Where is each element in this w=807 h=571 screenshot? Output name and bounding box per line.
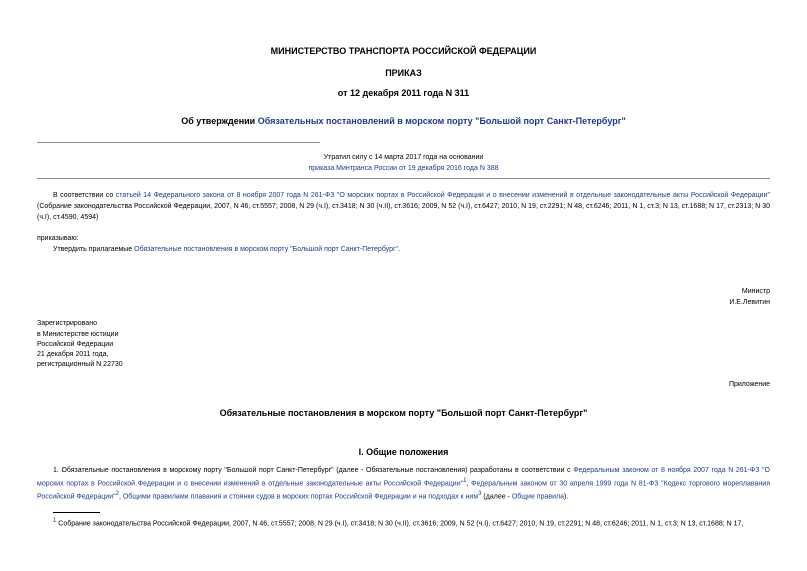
status-line: Утратил силу с 14 марта 2017 года на основании <box>323 154 484 161</box>
footnote-ref-1[interactable]: 1 <box>463 478 467 484</box>
preamble-law-link[interactable]: статьей 14 Федерального закона от 8 ноября 2007 года N 261-ФЗ "О морских портах в Российской Федерации и о внесении изменений в отдельные законодательные акты Российской Федерации" <box>115 192 770 199</box>
footnote-ref-3[interactable]: 3 <box>478 491 482 498</box>
registration-line-5: регистрационный N 22730 <box>37 361 123 368</box>
law-261-link[interactable]: Федеральным законом от 8 ноября 2007 года N 261-ФЗ "О морских портах в Российской Федерации и о внесении изменений в отдельные законодательные акты Российской Федерации" <box>37 467 770 488</box>
document-title <box>0 116 807 126</box>
status-divider-top <box>37 142 320 143</box>
signature-position: Министр <box>741 288 770 295</box>
approve-paragraph: Утвердить прилагаемые Обязательные постановления в морском порту "Большой порт Санкт-Петербург". <box>53 246 400 253</box>
section-title: I. Общие положения <box>358 447 449 457</box>
registration-line-3: Российской Федерации <box>37 341 114 348</box>
appendix-title: Обязательные постановления в морском порту "Большой порт Санкт-Петербург" <box>219 408 588 418</box>
registration-line-1: Зарегистрировано <box>37 320 97 327</box>
footnote-text: Собрание законодательства Российской Федерации, 2007, N 46, ст.5557; 2008, N 29 (ч.I), ст.3418; N 30 (ч.II), ст.3616; 2009, N 52 (ч.I), ст.6427; 2010, N 19, ст.2291; N 48, ст.6246; 2011, N 1, ст.3; N 13, ст.1688; N 17, <box>56 520 744 528</box>
general-rules-short-link[interactable]: Общие правила <box>511 493 564 501</box>
signature-name: И.Е.Левитин <box>729 299 770 306</box>
appendix-label: Приложение <box>728 381 770 388</box>
doc-type-heading: ПРИКАЗ <box>385 68 422 78</box>
law-81-link[interactable]: Федеральным законом от 30 апреля 1999 года N 81-ФЗ "Кодекс торгового мореплавания Российской Федерации" <box>37 480 770 501</box>
registration-line-2: в Министерстве юстиции <box>37 331 119 338</box>
footnote-1 <box>53 516 743 529</box>
date-number-heading: от 12 декабря 2011 года N 311 <box>337 88 470 98</box>
title-link[interactable]: Обязательных постановлений в морском порту "Большой порт Санкт-Петербург" <box>257 116 626 126</box>
order-word: приказываю: <box>37 235 79 242</box>
approve-link[interactable]: Обязательные постановления в морском порту "Большой порт Санкт-Петербург" <box>134 246 399 253</box>
status-link[interactable]: приказа Минтранса России от 19 декабря 2016 года N 388 <box>308 165 499 172</box>
footnote-divider <box>53 512 100 513</box>
footnote-mark: 1 <box>53 518 57 524</box>
section-paragraph-1: 1. Обязательные постановления в морскому порту "Большой порт Санкт-Петербург" (далее - Обязательные постановления) разработаны в соответствии с Федеральным законом от 8 ноября 2007 года N 261-ФЗ "О морских портах в Российской Федерации и о внесении изменений в отдельные законодательные акты Российской Федерации"$^1$, Федеральным законом от 30 апреля 1999 года N 81-ФЗ "Кодекс торгового мореплавания Российской Федерации"$^2$, Общими правилами плавания и стоянки судов в морских портах Российской Федерации и на подходах к ним$^3$ (далее - Общие правила). <box>37 467 770 501</box>
preamble-paragraph: В соответствии со статьей 14 Федерального закона от 8 ноября 2007 года N 261-ФЗ "О морских портах в Российской Федерации и о внесении изменений в отдельные законодательные акты Российской Федерации" (Собрание законодательства Российской Федерации, 2007, N 46, ст.5557; 2008, N 29 (ч.I), ст.3418; N 30 (ч.II), ст.3616; 2009, N 52 (ч.I), ст.6427; 2010, N 19, ст.2291; N 48, ст.6246; 2011, N 1, ст.3; N 13, ст.1688; N 17, ст.2313; N 30 (ч.I), ст.4590, 4594) <box>37 192 770 221</box>
status-divider-bottom <box>37 178 770 179</box>
footnote-ref-2[interactable]: 2 <box>115 491 119 498</box>
registration-line-4: 21 декабря 2011 года, <box>37 351 109 358</box>
general-rules-link[interactable]: Общими правилами плавания и стоянки судов в морских портах Российской Федерации и на подходах к ним <box>122 493 479 501</box>
ministry-heading: МИНИСТЕРСТВО ТРАНСПОРТА РОССИЙСКОЙ ФЕДЕРАЦИИ <box>270 46 537 56</box>
title-prefix: Об утверждении <box>181 116 258 126</box>
